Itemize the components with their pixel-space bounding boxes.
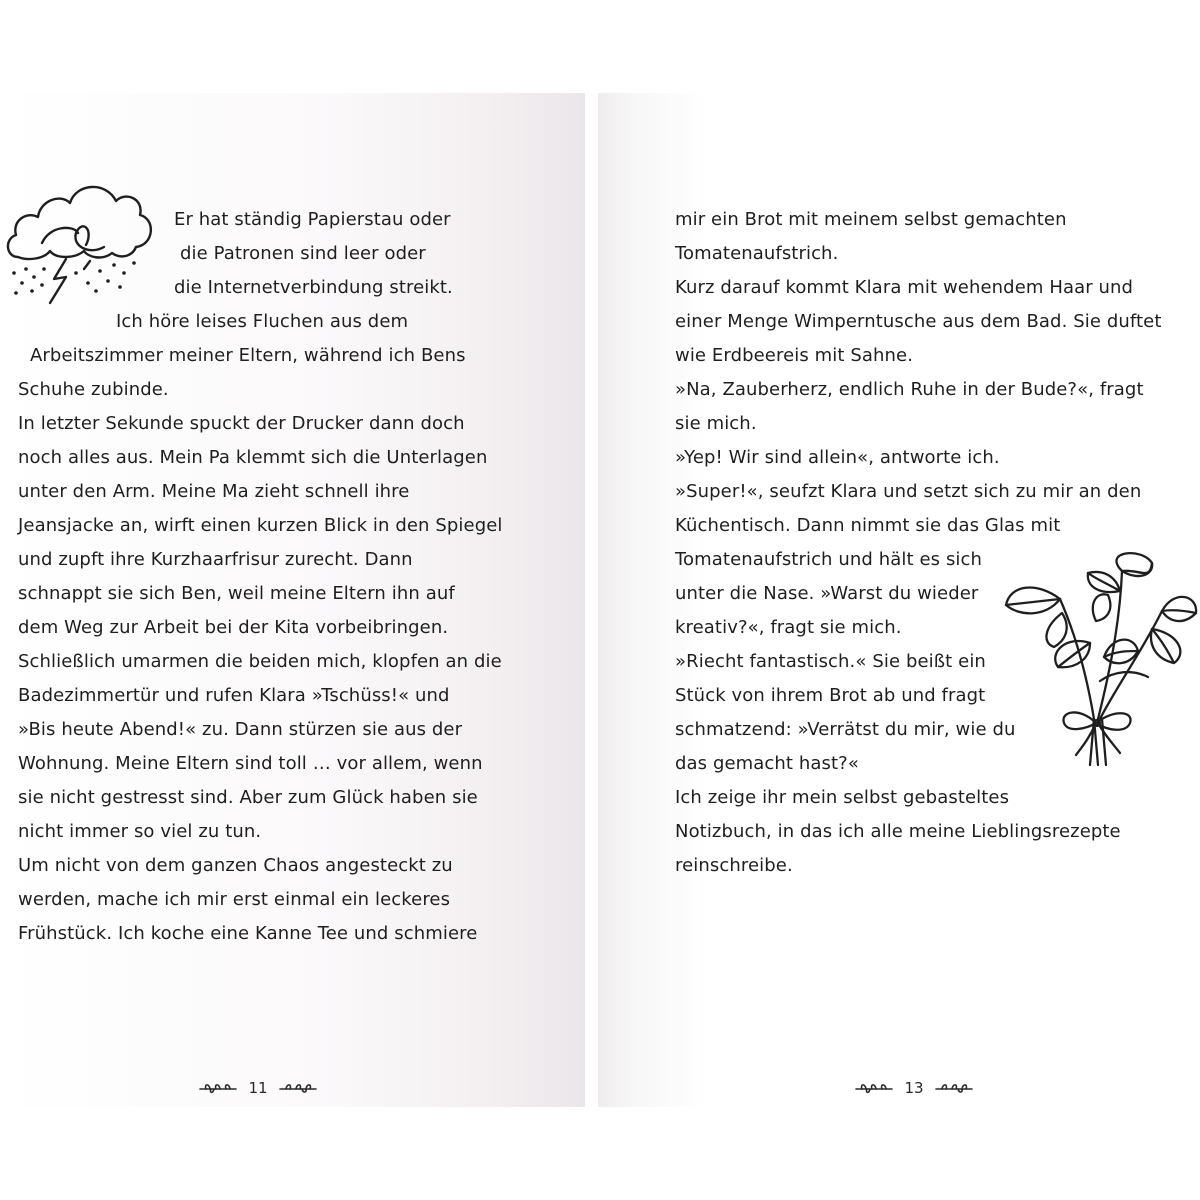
storm-cloud-icon xyxy=(4,173,154,313)
text-line: »Riecht fantastisch.« Sie beißt ein xyxy=(675,651,986,672)
right-page xyxy=(598,93,1200,1107)
text-line: »Na, Zauberherz, endlich Ruhe in der Bude?«, fragt xyxy=(675,379,1144,400)
text-line: Tomatenaufstrich und hält es sich xyxy=(675,549,983,570)
text-line: Küchentisch. Dann nimmt sie das Glas mit xyxy=(675,515,1061,536)
page-number-footer xyxy=(834,1079,994,1097)
text-line: dem Weg zur Arbeit bei der Kita vorbeibringen. xyxy=(18,617,449,638)
text-line: die Internetverbindung streikt. xyxy=(174,277,453,298)
leaf-ornament-left-icon xyxy=(198,1081,238,1095)
text-line: Notizbuch, in das ich alle meine Lieblingsrezepte xyxy=(675,821,1121,842)
text-line: sie nicht gestresst sind. Aber zum Glück haben sie xyxy=(18,787,478,808)
text-line: Ich zeige ihr mein selbst gebasteltes xyxy=(675,787,1010,808)
leaf-ornament-left-icon xyxy=(854,1081,894,1095)
text-line: noch alles aus. Mein Pa klemmt sich die Unterlagen xyxy=(18,447,488,468)
text-line: »Super!«, seufzt Klara und setzt sich zu mir an den xyxy=(675,481,1142,502)
left-page xyxy=(0,93,585,1107)
text-line: das gemacht hast?« xyxy=(675,753,859,774)
text-line: kreativ?«, fragt sie mich. xyxy=(675,617,902,638)
text-line: Jeansjacke an, wirft einen kurzen Blick in den Spiegel xyxy=(18,515,503,536)
text-line: Schuhe zubinde. xyxy=(18,379,169,400)
text-line: die Patronen sind leer oder xyxy=(180,243,426,264)
text-line: werden, mache ich mir erst einmal ein leckeres xyxy=(18,889,451,910)
text-line: Kurz darauf kommt Klara mit wehendem Haar und xyxy=(675,277,1134,298)
text-line: »Bis heute Abend!« zu. Dann stürzen sie aus der xyxy=(18,719,463,740)
text-line: sie mich. xyxy=(675,413,757,434)
text-line: Frühstück. Ich koche eine Kanne Tee und schmiere xyxy=(18,923,478,944)
text-line: Stück von ihrem Brot ab und fragt xyxy=(675,685,986,706)
book-gutter xyxy=(585,93,598,1107)
text-line: Ich höre leises Fluchen aus dem xyxy=(116,311,409,332)
text-line: Um nicht von dem ganzen Chaos angesteckt zu xyxy=(18,855,453,876)
text-line: einer Menge Wimperntusche aus dem Bad. Sie duftet xyxy=(675,311,1162,332)
text-line: Tomatenaufstrich. xyxy=(675,243,839,264)
page-number: 11 xyxy=(248,1079,268,1097)
text-line: Wohnung. Meine Eltern sind toll … vor allem, wenn xyxy=(18,753,483,774)
text-line: reinschreibe. xyxy=(675,855,793,876)
text-line: und zupft ihre Kurzhaarfrisur zurecht. Dann xyxy=(18,549,413,570)
text-line: Badezimmertür und rufen Klara »Tschüss!« und xyxy=(18,685,450,706)
text-line: schmatzend: »Verrätst du mir, wie du xyxy=(675,719,1016,740)
leaf-ornament-right-icon xyxy=(934,1081,974,1095)
text-line: Schließlich umarmen die beiden mich, klopfen an die xyxy=(18,651,502,672)
page-number: 13 xyxy=(904,1079,924,1097)
text-line: unter den Arm. Meine Ma zieht schnell ihre xyxy=(18,481,410,502)
leaf-ornament-right-icon xyxy=(278,1081,318,1095)
text-line: unter die Nase. »Warst du wieder xyxy=(675,583,979,604)
page-number-footer xyxy=(178,1079,338,1097)
text-line: wie Erdbeereis mit Sahne. xyxy=(675,345,914,366)
text-line: mir ein Brot mit meinem selbst gemachten xyxy=(675,209,1067,230)
text-line: In letzter Sekunde spuckt der Drucker dann doch xyxy=(18,413,465,434)
basil-herb-bundle-icon xyxy=(1002,551,1198,771)
text-line: nicht immer so viel zu tun. xyxy=(18,821,262,842)
text-line: Arbeitszimmer meiner Eltern, während ich Bens xyxy=(30,345,466,366)
text-line: schnappt sie sich Ben, weil meine Eltern ihn auf xyxy=(18,583,455,604)
text-line: »Yep! Wir sind allein«, antworte ich. xyxy=(675,447,1000,468)
text-line: Er hat ständig Papierstau oder xyxy=(174,209,451,230)
